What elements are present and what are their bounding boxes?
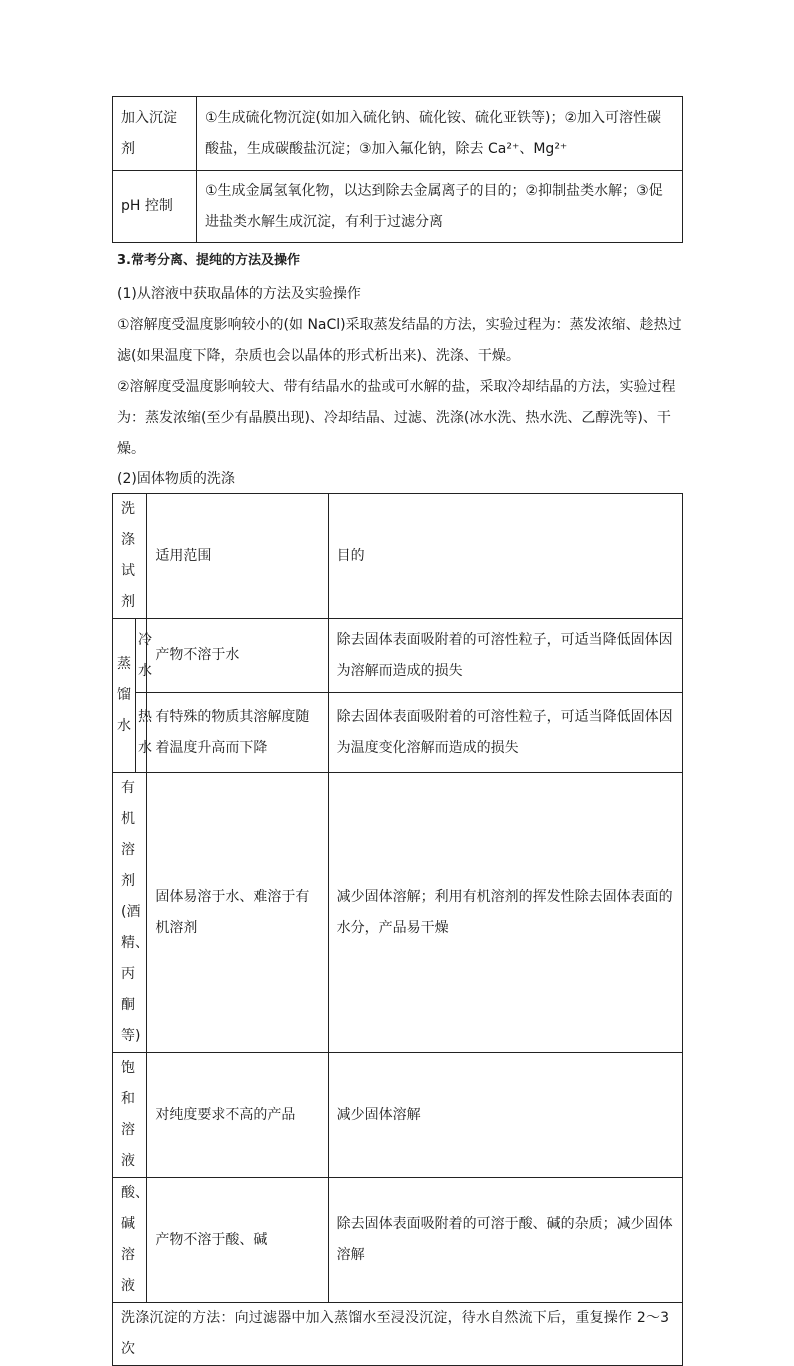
section-heading: 3.常考分离、提纯的方法及操作: [117, 253, 300, 268]
range-cell: 固体易溶于水、难溶于有机溶剂: [147, 773, 328, 1053]
table-row: [113, 773, 683, 1053]
row-label: 加入沉淀剂: [113, 97, 197, 171]
header-cell: 目的: [328, 494, 682, 619]
row-label: pH 控制: [113, 171, 197, 243]
subsection-title: (1)从溶液中获取晶体的方法及实验操作: [117, 286, 361, 302]
header-cell: 洗涤试剂: [113, 494, 147, 619]
purpose-cell: 除去固体表面吸附着的可溶性粒子，可适当降低固体因为温度变化溶解而造成的损失: [328, 693, 682, 773]
subsection-title: (2)固体物质的洗涤: [117, 471, 235, 487]
reagent-cell: 有机溶剂(酒精、丙酮等): [113, 773, 147, 1053]
table-row: [113, 97, 683, 171]
paragraph: ①溶解度受温度影响较小的(如 NaCl)采取蒸发结晶的方法，实验过程为：蒸发浓缩、趁热过滤(如果温度下降，杂质也会以晶体的形式析出来)、洗涤、干燥。: [117, 317, 682, 364]
range-cell: 有特殊的物质其溶解度随着温度升高而下降: [147, 693, 328, 773]
table-row: [113, 1178, 683, 1303]
range-cell: 产物不溶于酸、碱: [147, 1178, 328, 1303]
table-row: [113, 171, 683, 243]
table-row: [113, 693, 683, 773]
table-footer-row: [113, 1303, 683, 1366]
table-row: [113, 619, 683, 693]
header-cell: 适用范围: [147, 494, 328, 619]
purpose-cell: 除去固体表面吸附着的可溶性粒子，可适当降低固体因为溶解而造成的损失: [328, 619, 682, 693]
solid-washing-table: [112, 493, 683, 1366]
row-content: ①生成硫化物沉淀(如加入硫化钠、硫化铵、硫化亚铁等)；②加入可溶性碳酸盐，生成碳酸盐沉淀；③加入氟化钠，除去 Ca²⁺、Mg²⁺: [197, 97, 683, 171]
purpose-cell: 减少固体溶解: [328, 1053, 682, 1178]
range-cell: 产物不溶于水: [147, 619, 328, 693]
footer-cell: 洗涤沉淀的方法：向过滤器中加入蒸馏水至浸没沉淀，待水自然流下后，重复操作 2～3次: [113, 1303, 683, 1366]
range-cell: 对纯度要求不高的产品: [147, 1053, 328, 1178]
reagent-cell: 饱和溶液: [113, 1053, 147, 1178]
precipitation-methods-table: [112, 96, 683, 243]
paragraph: ②溶解度受温度影响较大、带有结晶水的盐或可水解的盐，采取冷却结晶的方法，实验过程为：蒸发浓缩(至少有晶膜出现)、冷却结晶、过滤、洗涤(冰水洗、热水洗、乙醇洗等)、干燥。: [117, 379, 676, 457]
table-header-row: [113, 494, 683, 619]
distilled-water-cell: 蒸馏水: [113, 619, 136, 773]
purpose-cell: 减少固体溶解；利用有机溶剂的挥发性除去固体表面的水分，产品易干燥: [328, 773, 682, 1053]
purpose-cell: 除去固体表面吸附着的可溶于酸、碱的杂质；减少固体溶解: [328, 1178, 682, 1303]
hot-water-cell: 热水: [135, 693, 146, 773]
table-row: [113, 1053, 683, 1178]
reagent-cell: 酸、碱溶液: [113, 1178, 147, 1303]
cold-water-cell: 冷水: [135, 619, 146, 693]
row-content: ①生成金属氢氧化物，以达到除去金属离子的目的；②抑制盐类水解；③促进盐类水解生成沉淀，有利于过滤分离: [197, 171, 683, 243]
